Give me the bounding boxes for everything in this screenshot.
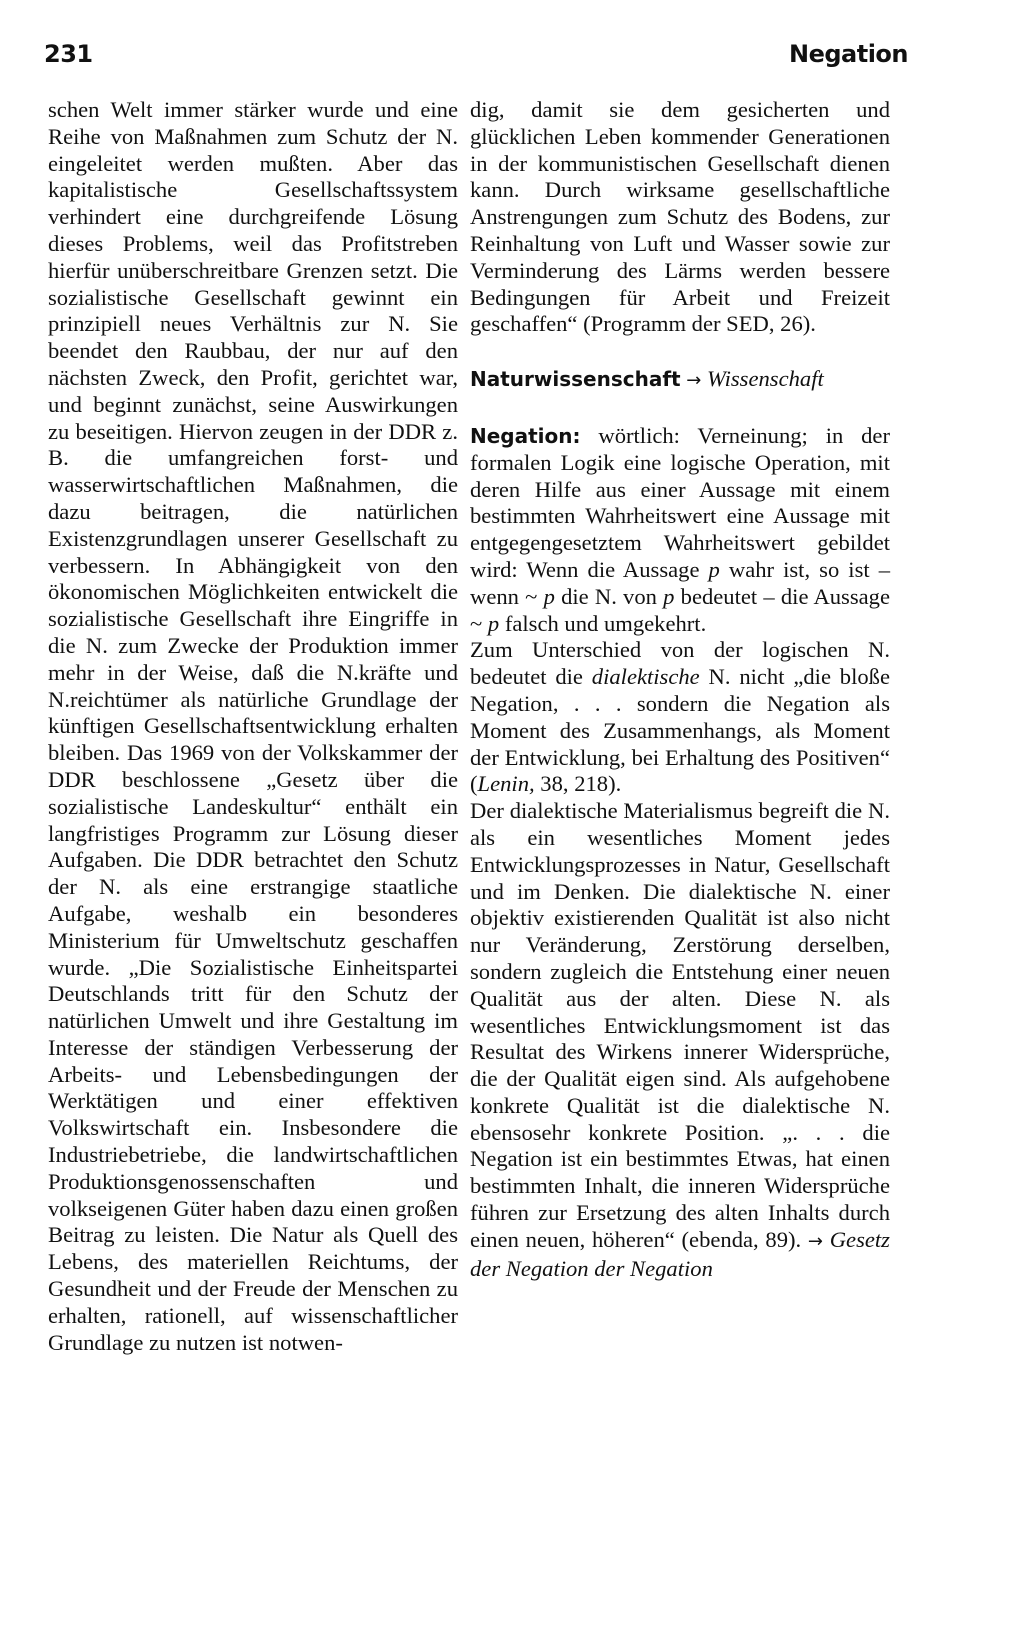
cross-reference-arrow-icon: → — [807, 1230, 823, 1252]
running-head: Negation — [788, 40, 908, 68]
definition-text: bedeutet – die Aussage ~ — [470, 583, 890, 636]
cross-reference-arrow-icon: → — [686, 370, 702, 392]
headword-naturwissenschaft: Naturwissenschaft — [470, 367, 681, 392]
definition-text: falsch und umgekehrt. — [499, 610, 707, 636]
definition-text: wörtlich: Verneinung; in der formalen Logik eine logische Operation, mit deren Hilfe aus einer Aussage mit einem bestimmten Wahrheitswert eine Aussage mit entgegengesetztem Wahrheitswert gebildet wird: Wenn die Aussage — [470, 422, 890, 582]
continuation-paragraph: dig, damit sie dem gesicherten und glücklichen Leben kommender Generationen in der kommunistischen Gesellschaft dienen kann. Durch wirksame gesellschaftliche Anstrengungen zum Schutz des Bodens, zur Reinhaltung von Luft und Wasser sowie zur Verminderung des Lärms werden bessere Bedingungen für Arbeit und Freizeit geschaffen“ (Programm der SED, 26). — [470, 97, 890, 337]
headword-negation: Negation: — [470, 423, 581, 448]
cross-reference-wissenschaft: Wissenschaft — [707, 366, 824, 392]
page-number: 231 — [44, 40, 93, 68]
variable-p: p — [663, 583, 675, 609]
variable-p: p — [708, 556, 720, 582]
entry-naturwissenschaft — [470, 366, 890, 395]
definition-text: die N. von — [554, 583, 664, 609]
right-column — [470, 97, 890, 1282]
paragraph-text: N. nicht „die bloße Negation, . . . sondern die Negation als Moment des Zusammenhangs, als Moment der Entwicklung, bei Erhaltung des Positiven“ ( — [470, 664, 890, 797]
negation-paragraph-dialectic — [470, 637, 890, 798]
paragraph-text: Der dialektische Materialismus begreift die N. als ein wesentliches Moment jedes Entwicklungsprozesses in Natur, Gesellschaft und im Denken. Die dialektische N. einer objektiv existierenden Qualität ist also nicht nur Veränderung, Zerstörung derselben, sondern zugleich die Entstehung einer neuen Qualität aus der alten. Diese N. als wesentliches Entwicklungsmoment ist das Resultat des Wirkens innerer Widersprüche, die der Qualität eigen sind. Als aufgehobene konkrete Qualität ist die dialektische N. ebensosehr konkrete Position. „. . . die Negation ist ein bestimmtes Etwas, hat einen bestimmten Inhalt, die inneren Widersprüche führen zur Ersetzung des alten Inhalts durch einen neuen, höheren“ (ebenda, 89). — [470, 798, 890, 1252]
negation-paragraph-materialism — [470, 798, 890, 1282]
entry-negation-definition — [470, 423, 890, 637]
left-column-paragraph: schen Welt immer stärker wurde und eine Reihe von Maßnahmen zum Schutz der N. eingeleitet werden mußten. Aber das kapitalistische Gesellschaftssystem verhindert eine durchgreifende Lösung dieses Problems, weil das Profitstreben hierfür unüberschreitbare Grenzen setzt. Die sozialistische Gesellschaft gewinnt ein prinzipiell neues Verhältnis zur N. Sie beendet den Raubbau, der nur auf den nächsten Zweck, den Profit, gerichtet war, und beginnt zunächst, seine Auswirkungen zu beseitigen. Hiervon zeugen in der DDR z. B. die umfangreichen forst- und wasserwirtschaftlichen Maßnahmen, die dazu beitragen, die natürlichen Existenzgrundlagen unserer Gesellschaft zu verbessern. In Abhängigkeit von den ökonomischen Möglichkeiten entwickelt die sozialistische Gesellschaft ihre Eingriffe in die N. zum Zwecke der Produktion immer mehr in der Weise, daß die N.kräfte und N.reichtümer als natürliche Grundlage der künftigen Gesellschaftsentwicklung erhalten bleiben. Das 1969 von der Volkskammer der DDR beschlossene „Gesetz über die sozialistische Landeskultur“ enthält ein langfristiges Programm zur Lösung dieser Aufgaben. Die DDR betrachtet den Schutz der N. als eine erstrangige staatliche Aufgabe, weshalb ein besonderes Ministerium für Umweltschutz geschaffen wurde. „Die Sozialistische Einheitspartei Deutschlands tritt für den Schutz der natürlichen Umwelt und ihre Gestaltung im Interesse der ständigen Verbesserung der Arbeits- und Lebensbedingungen der Werktätigen und einer effektiven Volkswirtschaft ein. Insbesondere die Industriebetriebe, die landwirtschaftlichen Produktionsgenossenschaften und volkseigenen Güter haben dazu einen großen Beitrag zu leisten. Die Natur als Quell des Lebens, des materiellen Reichtums, der Gesundheit und der Freude der Menschen zu erhalten, rationell, auf wissenschaftlicher Grundlage zu nutzen ist notwen- — [48, 97, 458, 1355]
paragraph-text: Zum Unterschied von der logischen N. bedeutet die — [470, 637, 890, 690]
definition-text: wahr ist, so ist – wenn ~ — [470, 556, 891, 609]
cross-reference-gesetz: Gesetz der Negation der Negation — [470, 1226, 890, 1281]
citation-author: Lenin, — [477, 771, 535, 797]
emphasis-dialektische: dialektische — [591, 664, 700, 690]
variable-p: p — [543, 583, 555, 609]
paragraph-text: 38, 218). — [534, 771, 622, 797]
left-column — [48, 97, 458, 1356]
variable-p: p — [487, 610, 500, 636]
